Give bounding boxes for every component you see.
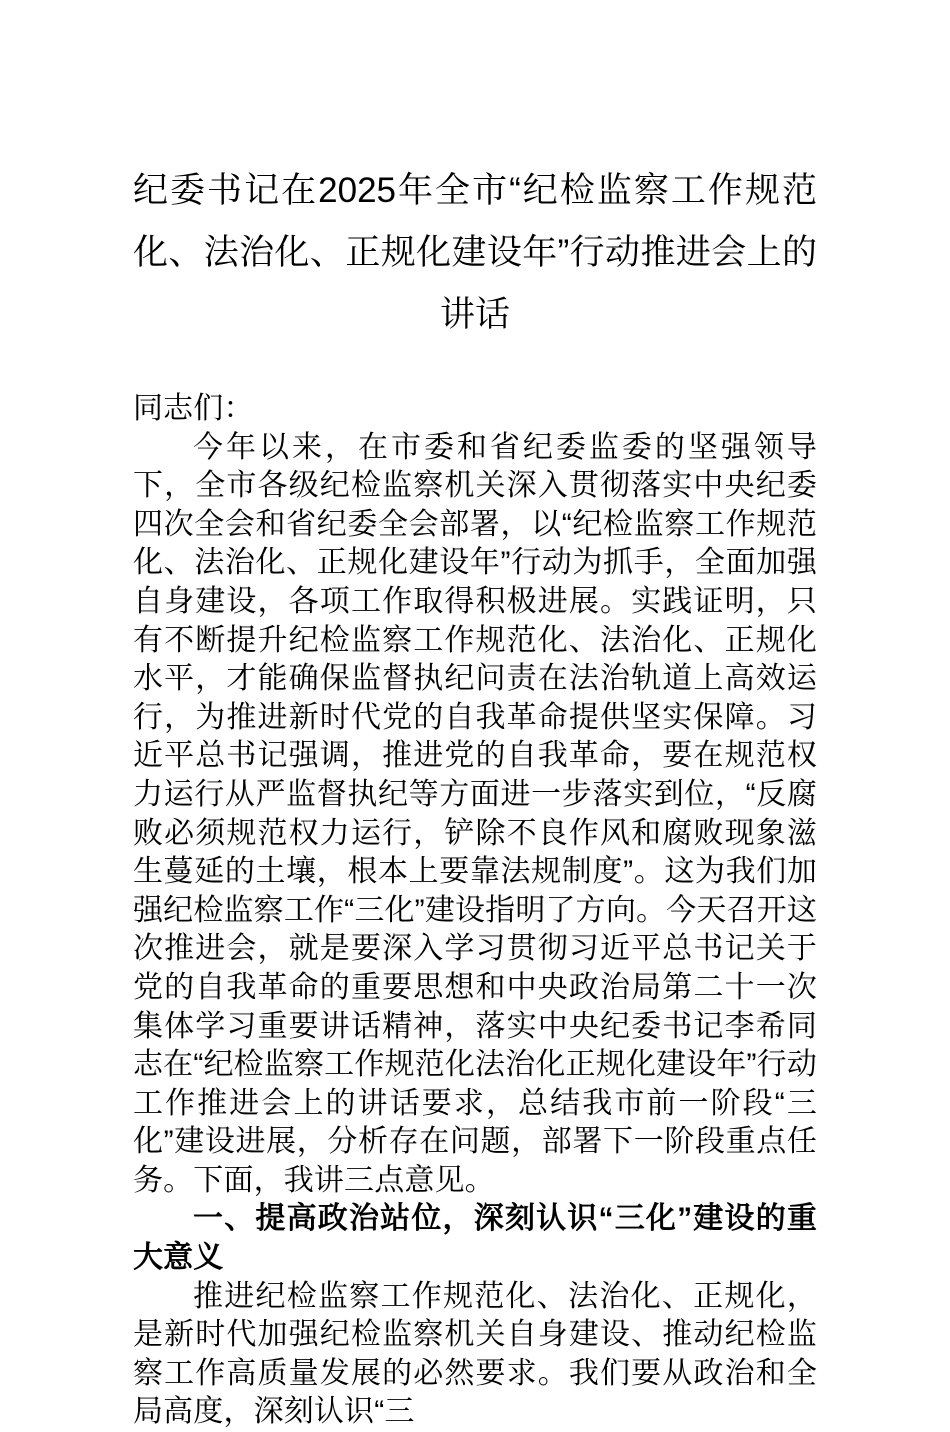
document-content-column (133, 0, 817, 1432)
paragraph-opening: 今年以来，在市委和省纪委监委的坚强领导下，全市各级纪检监察机关深入贯彻落实中央纪委四次全会和省纪委全会部署，以“纪检监察工作规范化、法治化、正规化建设年”行动为抓手，全面加强自身建设，各项工作取得积极进展。实践证明，只有不断提升纪检监察工作规范化、法治化、正规化水平，才能确保监督执纪问责在法治轨道上高效运行，为推进新时代党的自我革命提供坚实保障。习近平总书记强调，推进党的自我革命，要在规范权力运行从严监督执纪等方面进一步落实到位，“反腐败必须规范权力运行，铲除不良作风和腐败现象滋生蔓延的土壤，根本上要靠法规制度”。这为我们加强纪检监察工作“三化”建设指明了方向。今天召开这次推进会，就是要深入学习贯彻习近平总书记关于党的自我革命的重要思想和中央政治局第二十一次集体学习重要讲话精神，落实中央纪委书记李希同志在“纪检监察工作规范化法治化正规化建设年”行动工作推进会上的讲话要求，总结我市前一阶段“三化”建设进展，分析存在问题，部署下一阶段重点任务。下面，我讲三点意见。 (133, 430, 817, 1197)
section-heading-1: 一、提高政治站位，深刻认识“三化”建设的重大意义 (133, 1202, 817, 1275)
page-title: 纪委书记在2025年全市“纪检监察工作规范化、法治化、正规化建设年”行动推进会上的讲话 (133, 171, 817, 334)
document-body (133, 346, 817, 1432)
salutation-line: 同志们： (133, 392, 254, 425)
paragraph-section-1-body: 推进纪检监察工作规范化、法治化、正规化，是新时代加强纪检监察机关自身建设、推动纪检监察工作高质量发展的必然要求。我们要从政治和全局高度，深刻认识“三 (133, 1279, 817, 1429)
